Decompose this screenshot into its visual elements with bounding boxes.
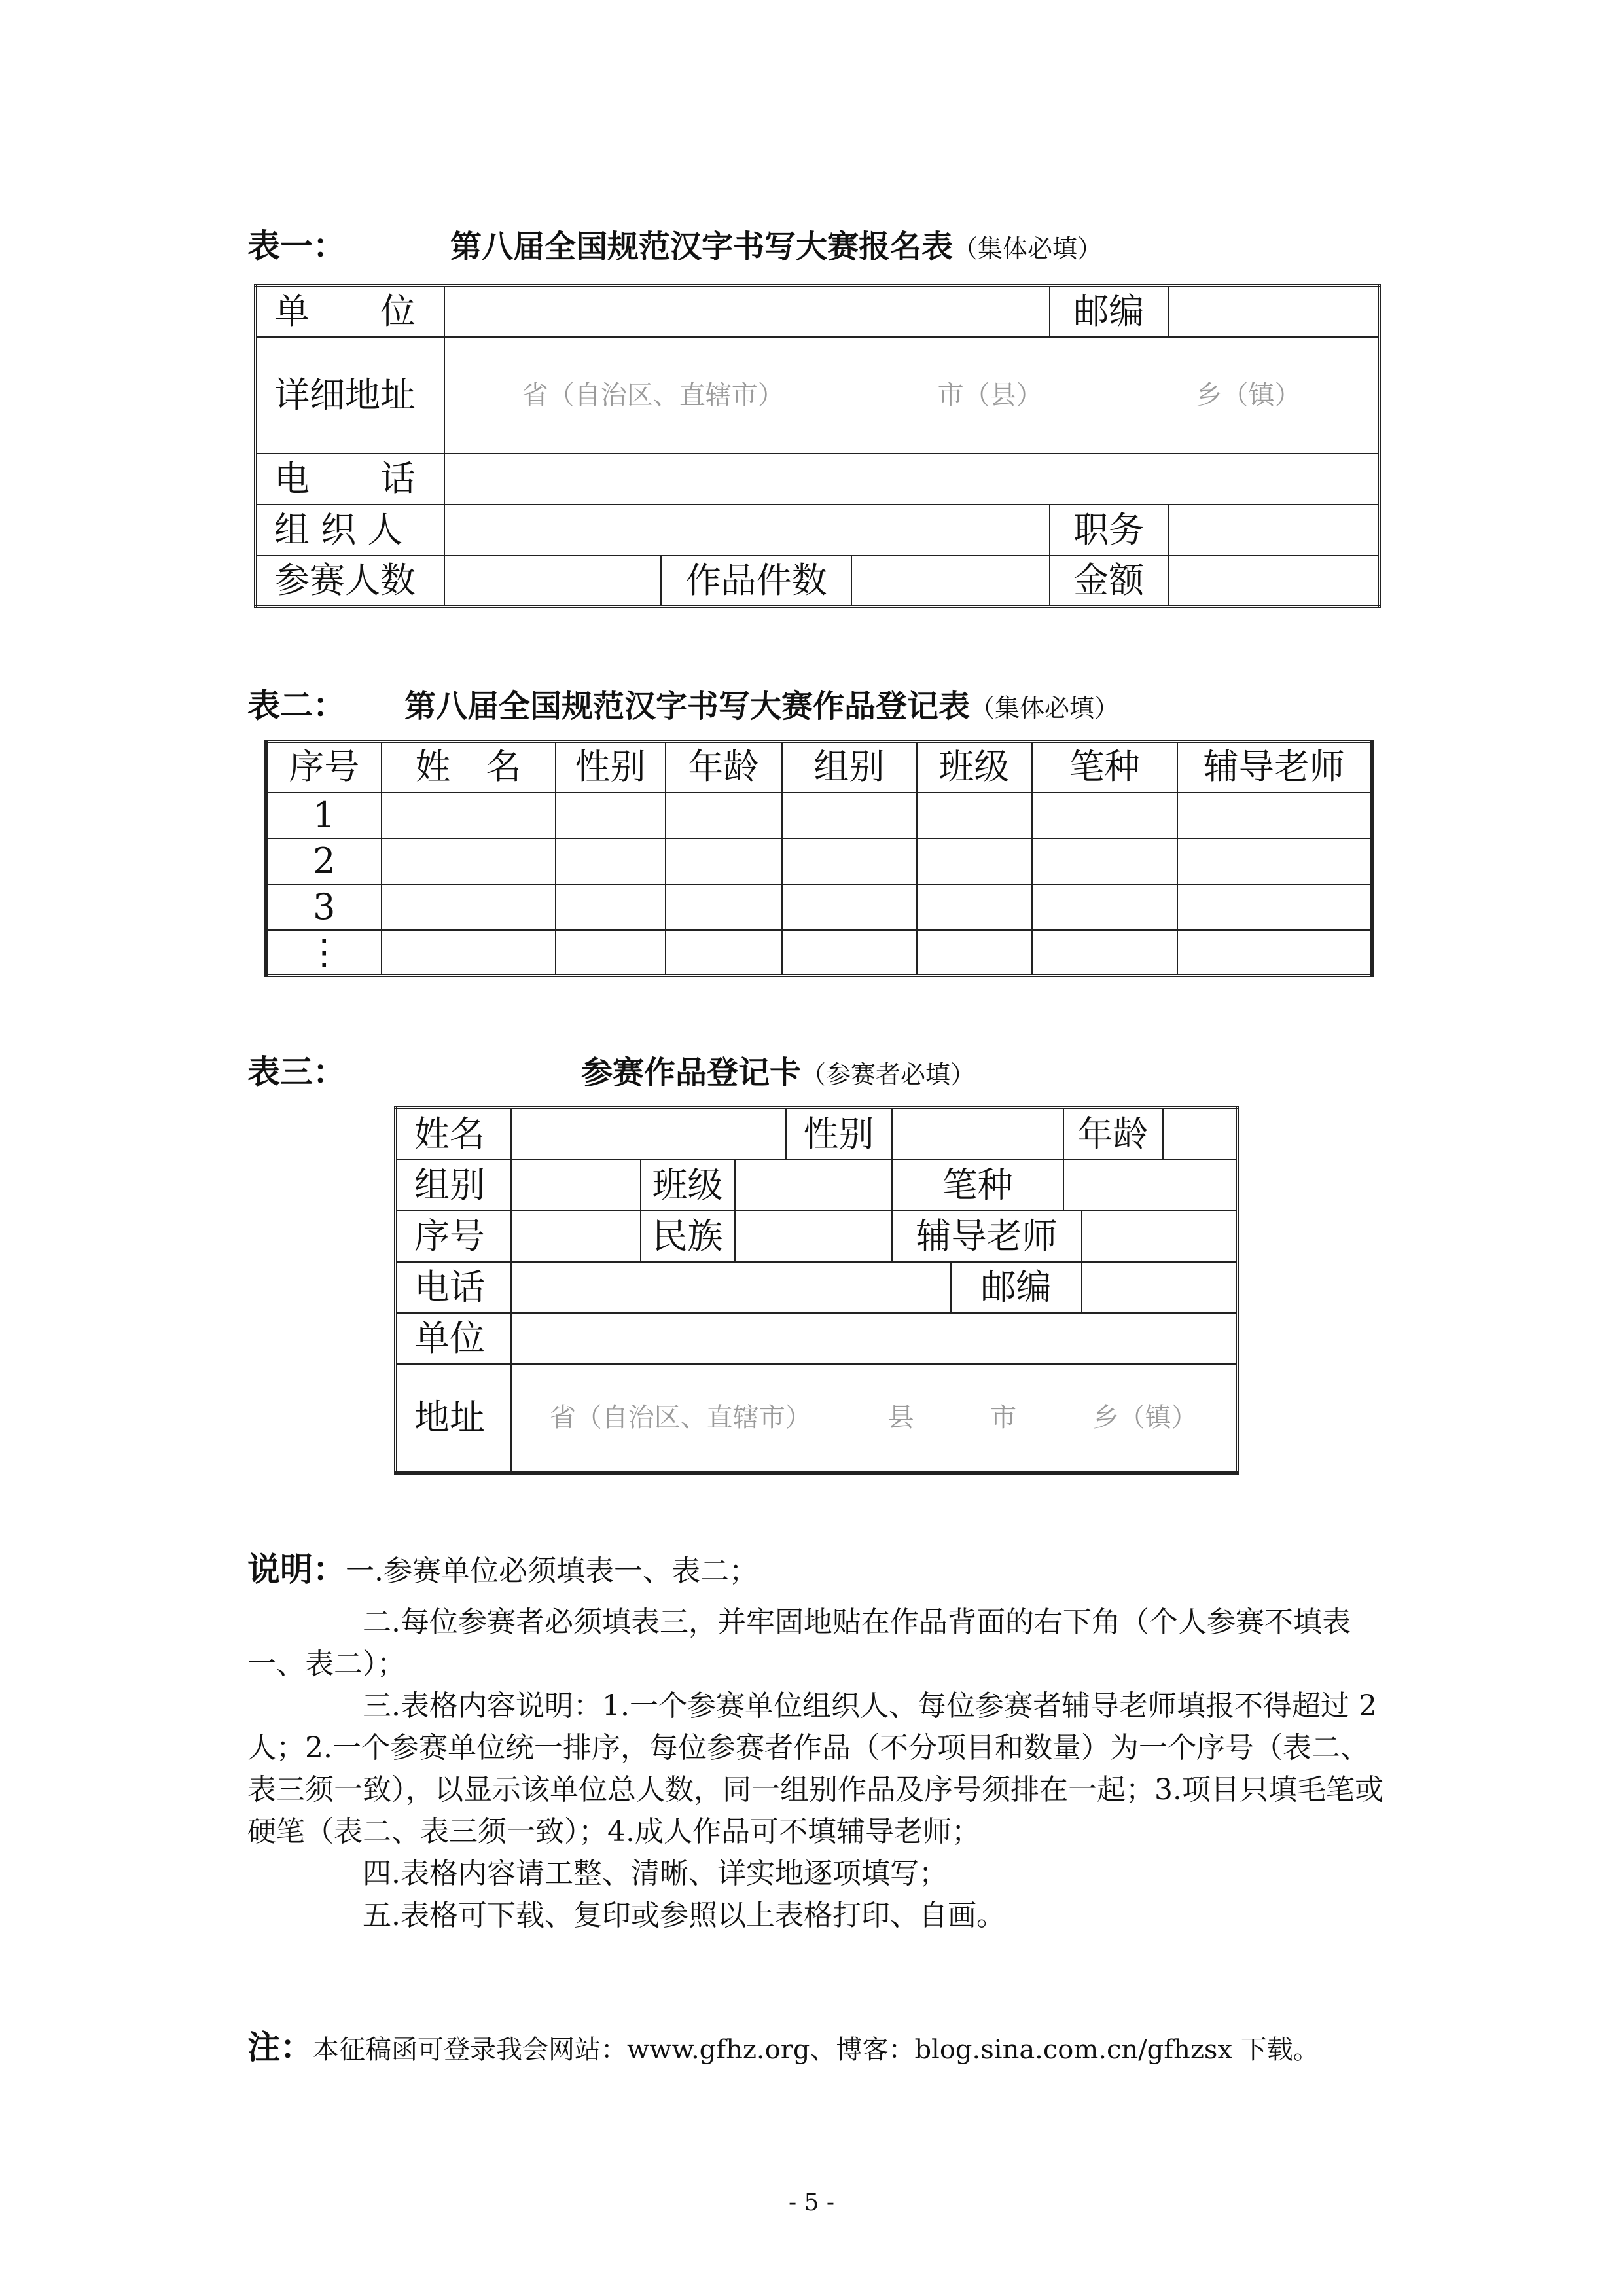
table-cell[interactable] [666, 793, 782, 838]
table-cell[interactable] [382, 884, 556, 930]
table-cell[interactable] [382, 838, 556, 884]
address-hint-town: 乡（镇） [1196, 380, 1301, 410]
serial-field[interactable] [511, 1211, 641, 1262]
phone-label: 电 话 [256, 454, 445, 505]
table-cell[interactable] [1177, 838, 1372, 884]
instruction-text-4: 四.表格内容请工整、清晰、详实地逐项填写； [363, 1857, 948, 1890]
instruction-text-2: 二.每位参赛者必须填表三，并牢固地贴在作品背面的右下角（个人参赛不填表一、表二）； [247, 1605, 1351, 1681]
instruction-text-1: 一.参赛单位必须填表一、表二； [346, 1554, 758, 1588]
table2-note: （集体必填） [970, 694, 1120, 723]
page-number: - 5 - [788, 2189, 835, 2216]
serial-label: 序号 [396, 1211, 511, 1262]
organizer-field[interactable] [444, 505, 1050, 556]
class-label: 班级 [641, 1160, 735, 1211]
table3-heading [247, 1046, 975, 1093]
table-cell[interactable] [1177, 793, 1372, 838]
table-cell[interactable] [666, 930, 782, 976]
table3-label: 表三： [247, 1053, 346, 1091]
entry-card-table [394, 1106, 1239, 1475]
table1-label: 表一： [247, 227, 346, 265]
download-note-lead: 注： [247, 2028, 313, 2066]
instruction-item [247, 1853, 1386, 1895]
table-cell[interactable] [556, 838, 666, 884]
instruction-text-3: 三.表格内容说明：1.一个参赛单位组织人、每位参赛者辅导老师填报不得超过 2 人；2.一个参赛单位统一排序，每位参赛者作品（不分项目和数量）为一个序号（表二、表三须一致），以显示该单位总人数，同一组别作品及序号须排在一起；3.项目只填毛笔或硬笔（表二、表三须一致）；4.成人作品可不填辅导老师； [247, 1689, 1383, 1848]
table-cell[interactable] [1032, 793, 1177, 838]
pen-field[interactable] [1063, 1160, 1238, 1211]
row-number: 3 [266, 884, 382, 930]
table3-title: 参赛作品登记卡 [581, 1054, 802, 1091]
gender-label: 性别 [786, 1108, 892, 1160]
card-unit-field[interactable] [511, 1313, 1238, 1364]
entry-list-table [264, 740, 1374, 977]
col-header-teacher: 辅导老师 [1177, 742, 1372, 793]
row-number: 2 [266, 838, 382, 884]
table-cell[interactable] [782, 884, 917, 930]
card-address-hint-town: 乡（镇） [1092, 1403, 1198, 1433]
group-field[interactable] [511, 1160, 641, 1211]
works-count-label: 作品件数 [661, 556, 851, 607]
instruction-item [247, 1602, 1386, 1685]
name-label: 姓名 [396, 1108, 511, 1160]
col-header-class: 班级 [917, 742, 1032, 793]
table-cell[interactable] [556, 930, 666, 976]
table2-title: 第八届全国规范汉字书写大赛作品登记表 [404, 688, 971, 725]
card-address-hint-province: 省（自治区、直辖市） [549, 1403, 812, 1433]
col-header-gender: 性别 [556, 742, 666, 793]
card-postcode-field[interactable] [1082, 1262, 1238, 1313]
phone-field[interactable] [444, 454, 1379, 505]
download-note-text: 本征稿函可登录我会网站：www.gfhz.org、博客：blog.sina.com.cn/gfhzsx 下载。 [313, 2035, 1319, 2065]
gender-field[interactable] [892, 1108, 1063, 1160]
organizer-label: 组 织 人 [256, 505, 445, 556]
unit-label: 单 位 [256, 286, 445, 337]
position-field[interactable] [1168, 505, 1380, 556]
card-address-hint-county: 县 [887, 1403, 914, 1433]
table-cell[interactable] [917, 884, 1032, 930]
unit-field[interactable] [444, 286, 1050, 337]
card-address-field[interactable] [511, 1364, 1238, 1473]
table-cell[interactable] [1177, 930, 1372, 976]
pen-label: 笔种 [892, 1160, 1063, 1211]
table-cell[interactable] [1177, 884, 1372, 930]
age-label: 年龄 [1077, 1113, 1149, 1155]
table2-label: 表二： [247, 687, 346, 725]
row-number: 1 [266, 793, 382, 838]
name-field[interactable] [511, 1108, 786, 1160]
age-cell[interactable] [1063, 1108, 1238, 1160]
table-cell[interactable] [917, 930, 1032, 976]
card-address-hint-city: 市 [990, 1403, 1017, 1433]
postcode-field[interactable] [1168, 286, 1380, 337]
col-header-name: 姓 名 [382, 742, 556, 793]
instruction-item [247, 1685, 1386, 1853]
table-cell[interactable] [666, 884, 782, 930]
card-postcode-label: 邮编 [951, 1262, 1082, 1313]
amount-label: 金额 [1050, 556, 1168, 607]
ethnicity-label: 民族 [641, 1211, 735, 1262]
amount-field[interactable] [1168, 556, 1380, 607]
table-cell[interactable] [382, 930, 556, 976]
address-hint-city: 市（县） [937, 380, 1043, 410]
col-header-group: 组别 [782, 742, 917, 793]
table-cell[interactable] [1032, 930, 1177, 976]
table-cell[interactable] [782, 838, 917, 884]
teacher-field[interactable] [1082, 1211, 1238, 1262]
position-label: 职务 [1050, 505, 1168, 556]
ethnicity-field[interactable] [735, 1211, 892, 1262]
card-address-label: 地址 [396, 1364, 511, 1473]
card-phone-field[interactable] [511, 1262, 951, 1313]
instruction-item [247, 1895, 1386, 1937]
participants-field[interactable] [444, 556, 661, 607]
table-cell[interactable] [782, 930, 917, 976]
table1-note: （集体必填） [953, 234, 1103, 263]
instruction-item [247, 1549, 1386, 1592]
table-cell[interactable] [1032, 838, 1177, 884]
card-phone-label: 电话 [396, 1262, 511, 1313]
table-cell[interactable] [782, 793, 917, 838]
table-cell[interactable] [917, 793, 1032, 838]
table-row [266, 930, 1372, 976]
works-count-field[interactable] [851, 556, 1050, 607]
address-label: 详细地址 [256, 337, 445, 454]
col-header-pen: 笔种 [1032, 742, 1177, 793]
instructions [247, 1549, 1386, 1937]
table-row [266, 838, 1372, 884]
table1-title: 第八届全国规范汉字书写大赛报名表 [450, 228, 954, 265]
participants-label: 参赛人数 [256, 556, 445, 607]
instruction-text-5: 五.表格可下载、复印或参照以上表格打印、自画。 [363, 1899, 1005, 1932]
card-unit-label: 单位 [396, 1313, 511, 1364]
table-cell[interactable] [1032, 884, 1177, 930]
row-number: ⋮ [266, 930, 382, 976]
teacher-label: 辅导老师 [892, 1211, 1082, 1262]
group-label: 组别 [396, 1160, 511, 1211]
table3-note: （参赛者必填） [801, 1060, 976, 1089]
col-header-serial: 序号 [266, 742, 382, 793]
class-field[interactable] [735, 1160, 892, 1211]
table-cell[interactable] [666, 838, 782, 884]
table-cell[interactable] [382, 793, 556, 838]
address-field[interactable] [444, 337, 1379, 454]
download-note [247, 2021, 1319, 2068]
table-row [266, 793, 1372, 838]
table-row [266, 884, 1372, 930]
instructions-lead: 说明： [247, 1551, 346, 1588]
table2-heading [247, 679, 1119, 726]
table-cell[interactable] [917, 838, 1032, 884]
address-hint-province: 省（自治区、直辖市） [522, 380, 784, 410]
table-cell[interactable] [556, 884, 666, 930]
registration-form-table [254, 284, 1381, 608]
col-header-age: 年龄 [666, 742, 782, 793]
table1-heading [247, 220, 1102, 267]
age-field[interactable] [1162, 1109, 1236, 1159]
postcode-label: 邮编 [1050, 286, 1168, 337]
table-cell[interactable] [556, 793, 666, 838]
